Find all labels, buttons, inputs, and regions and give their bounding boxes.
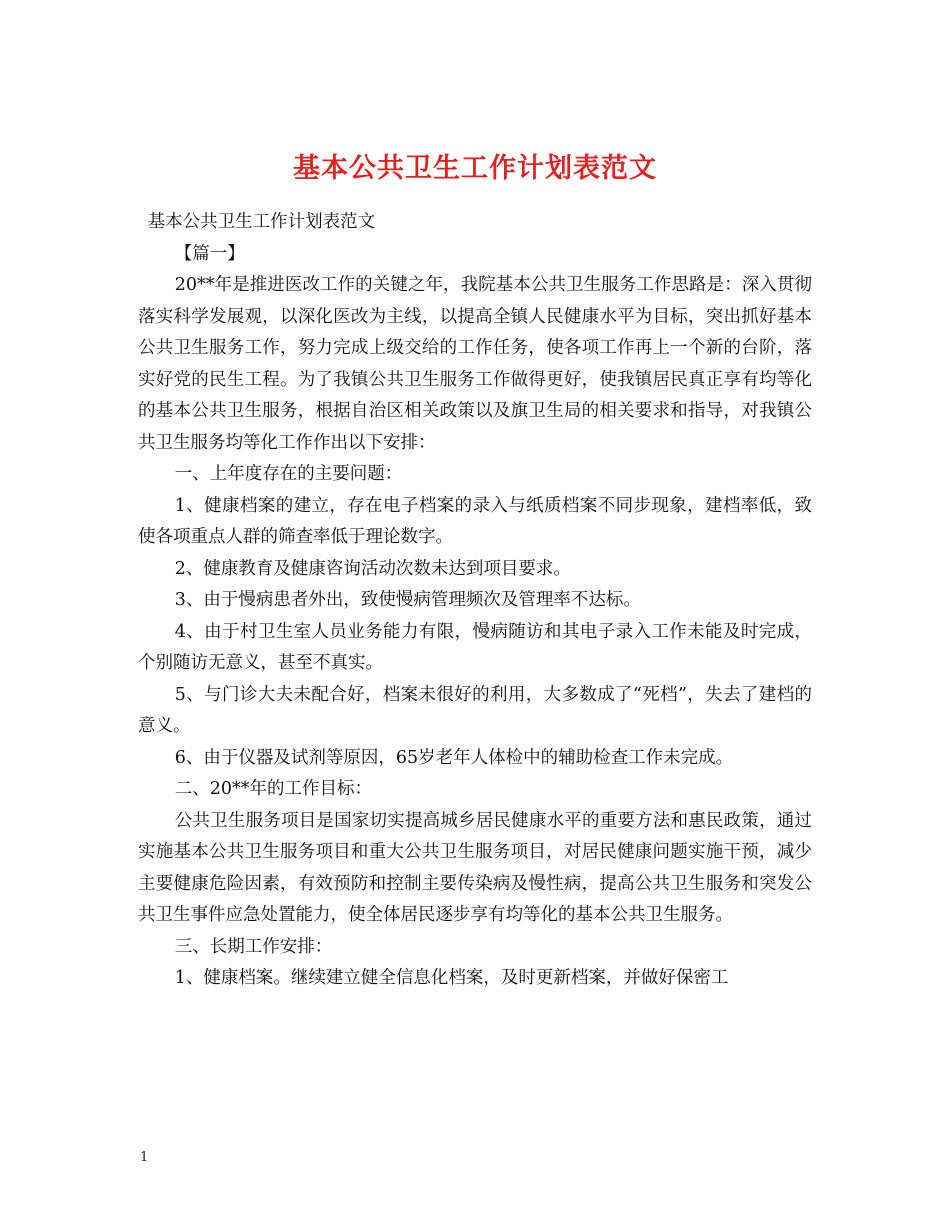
document-body <box>138 207 812 995</box>
paragraph: 20**年是推进医改工作的关键之年，我院基本公共卫生服务工作思路是：深入贯彻落实科学发展观，以深化医改为主线，以提高全镇人民健康水平为目标，突出抓好基本公共卫生服务工作，努力完成上级交给的工作任务，使各项工作再上一个新的台阶，落实好党的民生工程。为了我镇公共卫生服务工作做得更好，使我镇居民真正享有均等化的基本公共卫生服务，根据自治区相关政策以及旗卫生局的相关要求和指导，对我镇公共卫生服务均等化工作作出以下安排： <box>138 275 812 453</box>
paragraph: 1、健康档案的建立，存在电子档案的录入与纸质档案不同步现象，建档率低，致使各项重点人群的筛查率低于理论数字。 <box>138 495 812 547</box>
paragraph: 6、由于仪器及试剂等原因，65岁老年人体检中的辅助检查工作未完成。 <box>174 747 734 768</box>
paragraph: 公共卫生服务项目是国家切实提高城乡居民健康水平的重要方法和惠民政策，通过实施基本公共卫生服务项目和重大公共卫生服务项目，对居民健康问题实施干预，减少主要健康危险因素，有效预防和控制主要传染病及慢性病，提高公共卫生服务和突发公共卫生事件应急处置能力，使全体居民逐步享有均等化的基本公共卫生服务。 <box>138 810 812 925</box>
paragraph: 2、健康教育及健康咨询活动次数未达到项目要求。 <box>174 558 571 579</box>
section-heading: 三、长期工作安排： <box>174 936 333 957</box>
document-title: 基本公共卫生工作计划表范文 <box>293 153 657 185</box>
paragraph: 1、健康档案。继续建立健全信息化档案，及时更新档案，并做好保密工 <box>174 968 729 988</box>
section-heading: 一、上年度存在的主要问题： <box>174 464 403 484</box>
paragraph: 5、与门诊大夫未配合好，档案未很好的利用，大多数成了“死档”，失去了建档的意义。 <box>138 684 812 736</box>
section-heading: 二、20**年的工作目标： <box>174 779 373 799</box>
paragraph: 4、由于村卫生室人员业务能力有限，慢病随访和其电子录入工作未能及时完成，个别随访无意义，甚至不真实。 <box>138 621 812 673</box>
paragraph: 3、由于慢病患者外出，致使慢病管理频次及管理率不达标。 <box>174 590 641 610</box>
section-marker: 【篇一】 <box>174 243 245 264</box>
subtitle-paragraph: 基本公共卫生工作计划表范文 <box>147 212 376 232</box>
page-number: 1 <box>140 1150 149 1165</box>
